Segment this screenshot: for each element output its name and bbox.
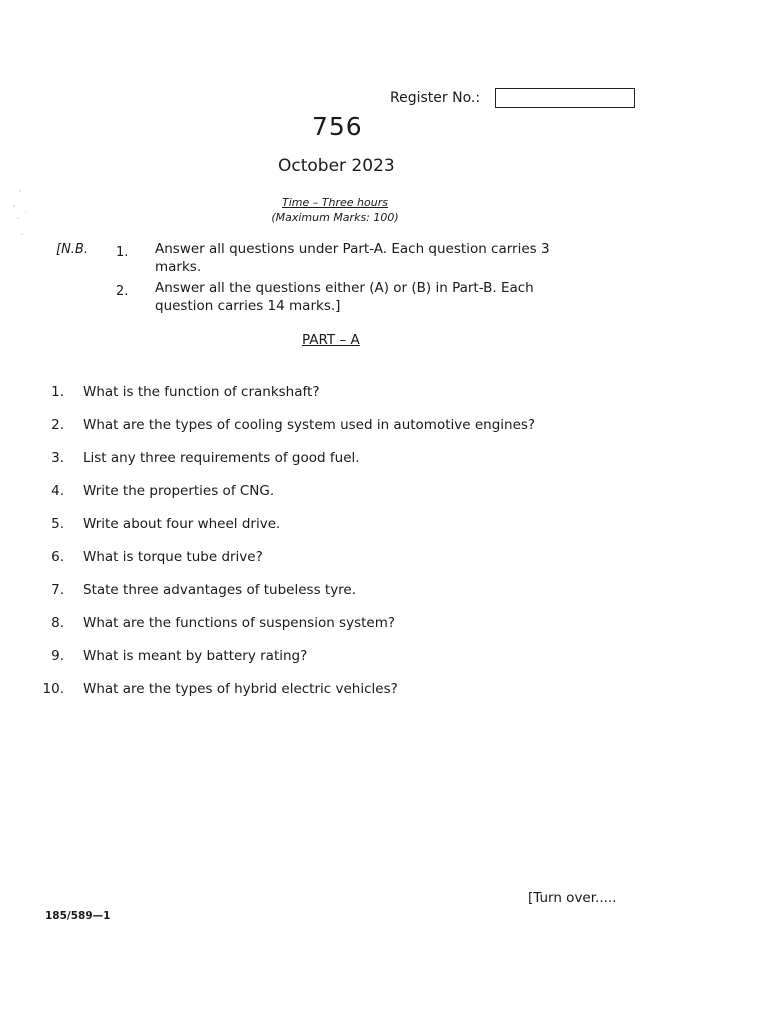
question-number: 10. — [42, 681, 64, 697]
part-a-heading: PART – A — [302, 332, 360, 348]
nb-prefix: [N.B. — [56, 242, 88, 257]
instruction-text: Answer all questions under Part-A. Each question carries 3 marks. — [155, 241, 550, 275]
question-number: 8. — [51, 615, 64, 631]
paper-code: 756 — [312, 112, 363, 141]
question-number: 1. — [51, 384, 64, 400]
maximum-marks: (Maximum Marks: 100) — [271, 211, 399, 224]
question-text: What are the functions of suspension system? — [83, 615, 396, 631]
question-number: 4. — [51, 483, 64, 499]
question-number: 9. — [51, 648, 64, 664]
question-text: What are the types of cooling system used in automotive engines? — [83, 417, 536, 433]
question-number: 5. — [51, 516, 64, 532]
footer-paper-code: 185/589—1 — [45, 910, 111, 922]
question-number: 6. — [51, 549, 64, 565]
exam-duration: Time – Three hours — [282, 196, 388, 209]
instruction-number: 1. — [116, 245, 129, 260]
register-number-label: Register No.: — [390, 90, 481, 106]
question-text: State three advantages of tubeless tyre. — [83, 582, 357, 598]
question-number: 7. — [51, 582, 64, 598]
question-text: What is torque tube drive? — [83, 549, 263, 565]
instruction-text: Answer all the questions either (A) or (B) in Part-B. Each question carries 14 marks.] — [155, 280, 534, 314]
register-number-box[interactable] — [495, 88, 635, 108]
exam-session: October 2023 — [278, 156, 395, 176]
question-text: What is meant by battery rating? — [83, 648, 308, 664]
question-number: 2. — [51, 417, 64, 433]
question-text: List any three requirements of good fuel. — [83, 450, 360, 466]
question-text: What is the function of crankshaft? — [83, 384, 320, 400]
question-number: 3. — [51, 450, 64, 466]
turn-over-note: [Turn over..... — [528, 890, 617, 906]
instruction-number: 2. — [116, 284, 129, 299]
question-text: What are the types of hybrid electric vehicles? — [83, 681, 398, 697]
question-text: Write about four wheel drive. — [83, 516, 281, 532]
question-text: Write the properties of CNG. — [83, 483, 275, 499]
